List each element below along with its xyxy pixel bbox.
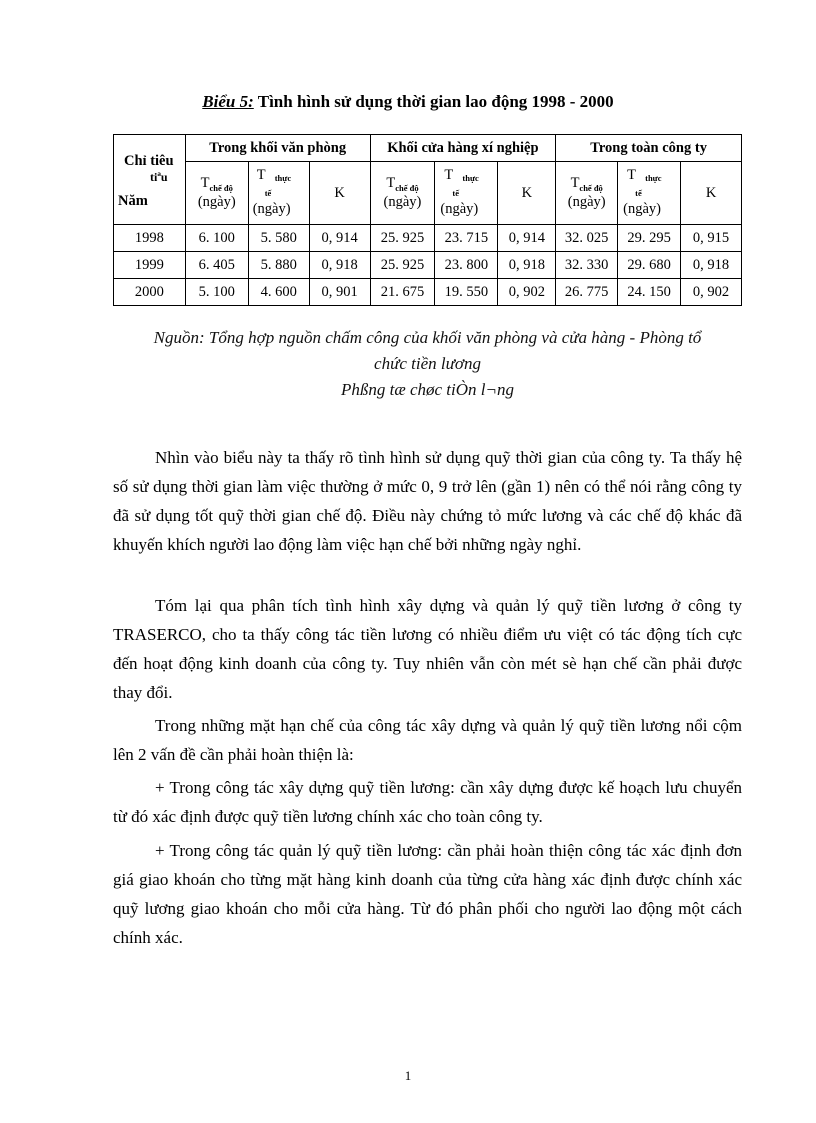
table-cell: 0, 918 (309, 252, 370, 279)
row-year: 1999 (114, 252, 186, 279)
table-cell: 5. 580 (248, 225, 309, 252)
source-line-3: Phßng tæ chøc tiÒn l¬ng (341, 380, 514, 399)
t-thuc-te-superscript-2: tế (635, 187, 642, 198)
table-cell: 0, 914 (309, 225, 370, 252)
table-cell: 0, 914 (498, 225, 556, 252)
table-cell: 29. 295 (618, 225, 681, 252)
table-row (114, 225, 742, 252)
t-symbol: T (627, 166, 636, 183)
table-cell: 23. 715 (435, 225, 498, 252)
t-thuc-te-superscript: thực (645, 172, 662, 183)
table-cell: 0, 915 (681, 225, 742, 252)
table-cell: 0, 918 (681, 252, 742, 279)
body-paragraph-3: Trong những mặt hạn chế của công tác xây dựng và quản lý quỹ tiền lương nổi cộm lên 2 vấn đề cần phải hoàn thiện là: (113, 716, 742, 764)
table-cell: 32. 330 (556, 252, 618, 279)
table-cell: 0, 902 (681, 279, 742, 306)
body-paragraph-2: Tóm lại qua phân tích tình hình xây dựng và quản lý quỹ tiền lương ở công ty TRASERCO, cho ta thấy công tác tiền lương có nhiều điểm ưu việt có tác động tích cực đến hoạt động kinh doanh của công ty. Tuy nhiên vẫn còn mét sè hạn chế cần phải được thay đổi. (113, 596, 742, 702)
t-che-do-subscript: chế độ (579, 183, 603, 194)
source-line-1: Nguồn: Tổng hợp nguồn chấm công của khối văn phòng và cửa hàng - Phòng tổ (153, 328, 702, 347)
subheader-t-thuc-te (435, 162, 498, 225)
corner-label-year: Năm (118, 193, 148, 209)
table-group-header-row (114, 135, 742, 162)
table-cell: 23. 800 (435, 252, 498, 279)
table-cell: 25. 925 (370, 252, 435, 279)
unit-days: (ngày) (197, 194, 236, 211)
table-corner-cell (114, 135, 186, 225)
t-thuc-te-superscript-2: tế (452, 187, 459, 198)
table-cell: 32. 025 (556, 225, 618, 252)
labor-time-table (113, 134, 742, 306)
unit-days: (ngày) (383, 194, 422, 211)
body-paragraph-1: Nhìn vào biểu này ta thấy rõ tình hình sử dụng quỹ thời gian của công ty. Ta thấy hệ số sử dụng thời gian làm việc thường ở mức 0, 9 trở lên (gần 1) nên có thể nói rằng công ty đã sử dụng tốt quỹ thời gian chế độ. Điều này chứng tỏ mức lương và các chế độ khác đã khuyến khích người lao động làm việc hạn chế bởi những ngày nghỉ. (113, 448, 742, 554)
t-symbol: T (570, 175, 580, 192)
table-cell: 4. 600 (248, 279, 309, 306)
subheader-k: K (309, 162, 370, 225)
table-row (114, 252, 742, 279)
unit-days: (ngày) (252, 200, 291, 217)
table-title-text: Tình hình sử dụng thời gian lao động 1998 - 2000 (253, 92, 614, 111)
subheader-t-thuc-te (248, 162, 309, 225)
table-cell: 5. 880 (248, 252, 309, 279)
subheader-t-thuc-te (618, 162, 681, 225)
subheader-t-che-do (556, 162, 618, 225)
row-year: 1998 (114, 225, 186, 252)
unit-days: (ngày) (567, 194, 606, 211)
row-year: 2000 (114, 279, 186, 306)
body-paragraph-5: + Trong công tác quản lý quỹ tiền lương: cần phải hoàn thiện công tác xác định đơn giá giao khoán cho từng mặt hàng kinh doanh của từng cửa hàng xác định được chính xác quỹ lương giao khoán cho mỗi cửa hàng. Từ đó phân phối cho người lao động một cách chính xác. (113, 841, 742, 947)
table-cell: 19. 550 (435, 279, 498, 306)
table-cell: 0, 902 (498, 279, 556, 306)
subheader-k: K (681, 162, 742, 225)
corner-label-fragment: tiªu (150, 170, 168, 184)
table-cell: 0, 901 (309, 279, 370, 306)
t-che-do-subscript: chế độ (395, 183, 419, 194)
table-source-note (113, 325, 742, 403)
table-cell: 29. 680 (618, 252, 681, 279)
t-thuc-te-superscript-2: tế (264, 187, 272, 198)
group-header-office: Trong khối văn phòng (185, 135, 370, 162)
table-title (0, 92, 816, 112)
table-cell: 25. 925 (370, 225, 435, 252)
page-number: 1 (404, 1068, 412, 1083)
source-line-2: chức tiền lương (374, 354, 481, 373)
table-cell: 5. 100 (185, 279, 248, 306)
t-symbol: T (444, 166, 454, 183)
t-symbol: T (256, 166, 266, 183)
unit-days: (ngày) (440, 200, 479, 217)
subheader-k: K (498, 162, 556, 225)
table-cell: 21. 675 (370, 279, 435, 306)
t-thuc-te-superscript: thực (462, 172, 479, 183)
subheader-t-che-do (185, 162, 248, 225)
table-subheader-row (114, 162, 742, 225)
t-thuc-te-superscript: thực (274, 172, 292, 183)
table-row (114, 279, 742, 306)
t-symbol: T (386, 175, 396, 192)
subheader-t-che-do (370, 162, 435, 225)
t-symbol: T (200, 175, 210, 192)
group-header-stores: Khối cửa hàng xí nghiệp (370, 135, 556, 162)
table-cell: 24. 150 (618, 279, 681, 306)
table-cell: 0, 918 (498, 252, 556, 279)
t-che-do-subscript: chế độ (209, 183, 233, 194)
table-cell: 6. 100 (185, 225, 248, 252)
corner-label-indicator: Chỉ tiêu (124, 153, 174, 169)
table-title-lead: Biểu 5: (202, 92, 254, 111)
group-header-company: Trong toàn công ty (556, 135, 742, 162)
table-cell: 6. 405 (185, 252, 248, 279)
body-paragraph-4: + Trong công tác xây dựng quỹ tiền lương: cần xây dựng được kế hoạch lưu chuyển từ đó xác định được quỹ tiền lương chính xác cho toàn công ty. (113, 778, 742, 826)
unit-days: (ngày) (623, 200, 661, 217)
table-cell: 26. 775 (556, 279, 618, 306)
